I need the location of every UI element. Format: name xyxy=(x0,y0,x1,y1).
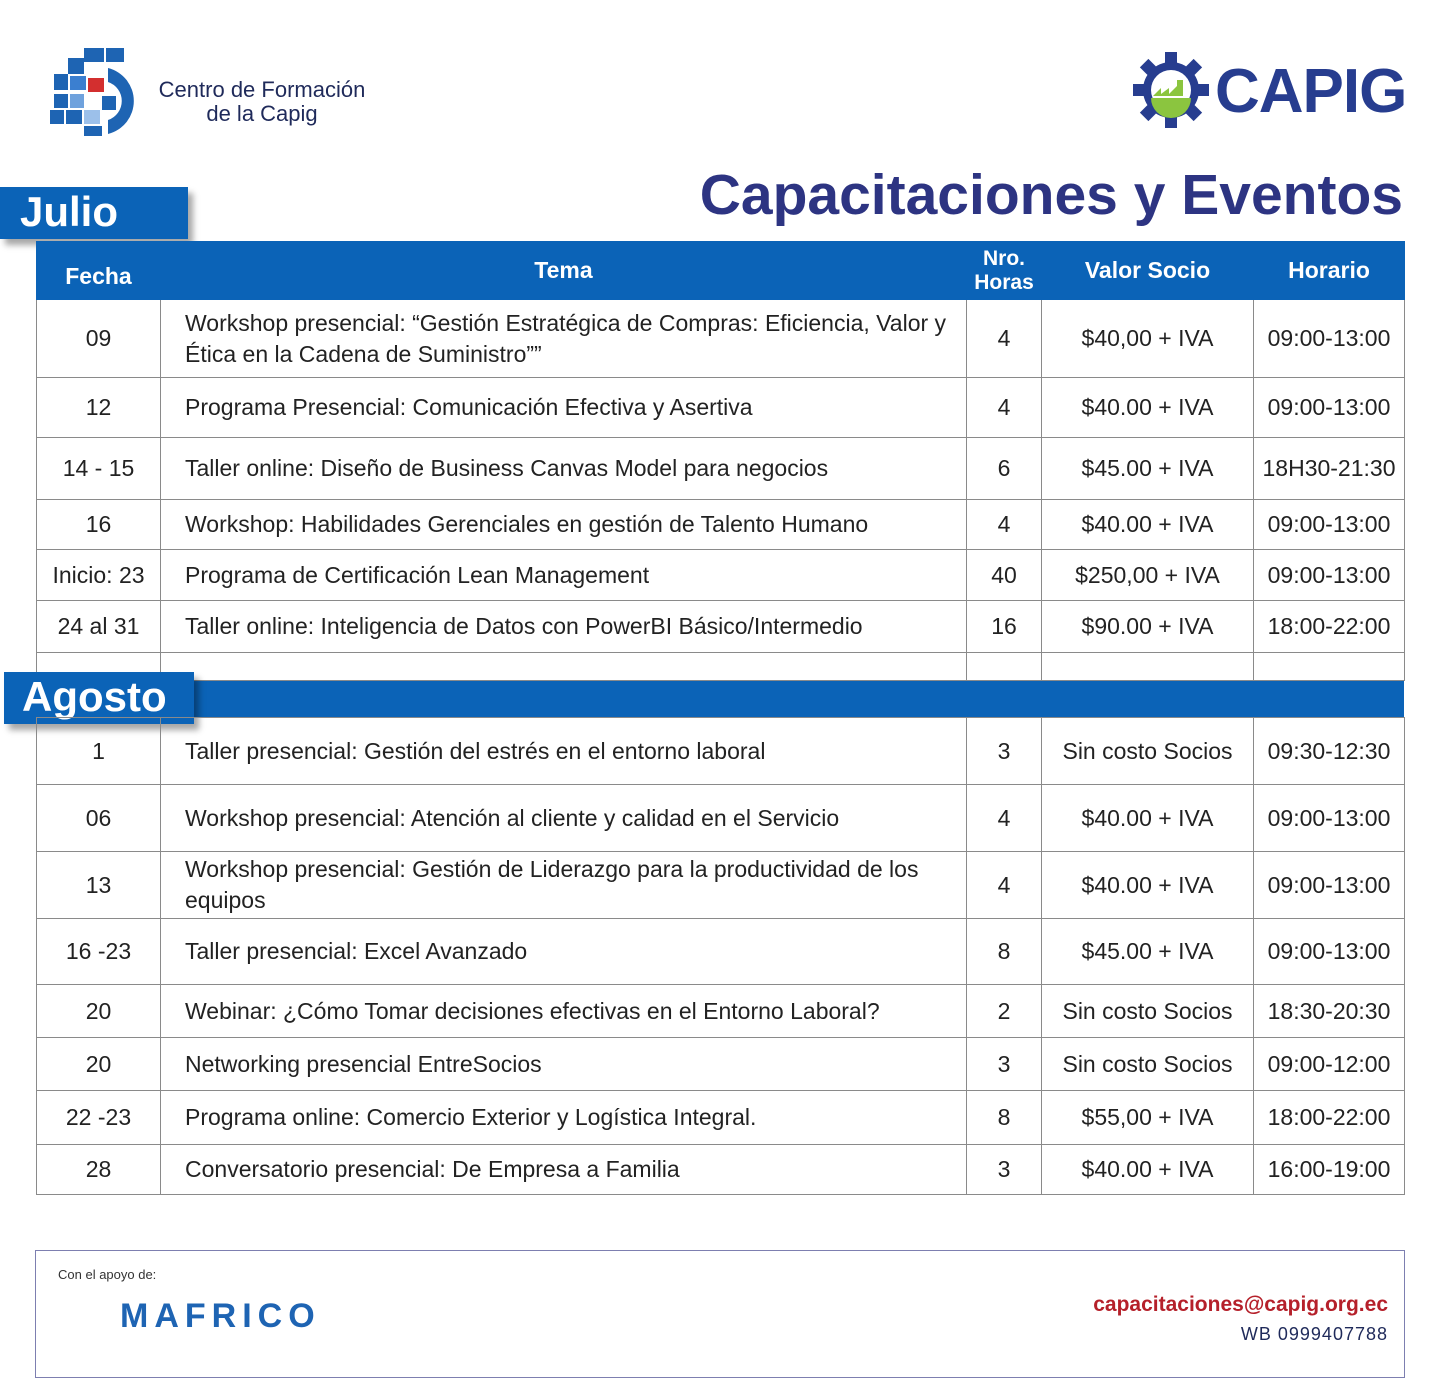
agosto-table xyxy=(36,717,1405,1195)
table-row xyxy=(37,1145,1405,1195)
cell-horas: 4 xyxy=(967,852,1042,919)
cell-empty xyxy=(1254,653,1405,681)
table-row xyxy=(37,1091,1405,1145)
cell-valor: Sin costo Socios xyxy=(1042,718,1254,785)
cell-fecha: 13 xyxy=(37,852,161,919)
table-row xyxy=(37,919,1405,985)
header-fecha: Fecha xyxy=(37,242,161,300)
table-row xyxy=(37,300,1405,378)
cell-tema: Taller presencial: Excel Avanzado xyxy=(161,919,967,985)
cell-horas: 8 xyxy=(967,1091,1042,1145)
cell-horas: 4 xyxy=(967,300,1042,378)
cell-horas: 6 xyxy=(967,438,1042,500)
cell-empty xyxy=(967,653,1042,681)
agosto-bar xyxy=(36,681,1404,717)
cell-tema: Networking presencial EntreSocios xyxy=(161,1038,967,1091)
contact-email[interactable]: capacitaciones@capig.org.ec xyxy=(1093,1293,1388,1316)
cell-horario: 18:00-22:00 xyxy=(1254,601,1405,653)
table-row xyxy=(37,985,1405,1038)
cell-valor: $40,00 + IVA xyxy=(1042,300,1254,378)
table-header-row xyxy=(37,242,1405,300)
cell-horario: 16:00-19:00 xyxy=(1254,1145,1405,1195)
logo-text-line2: de la Capig xyxy=(206,101,318,126)
cell-horario: 18H30-21:30 xyxy=(1254,438,1405,500)
cell-tema: Programa Presencial: Comunicación Efectiva y Asertiva xyxy=(161,378,967,438)
cell-valor: $40.00 + IVA xyxy=(1042,1145,1254,1195)
cell-tema: Taller online: Inteligencia de Datos con PowerBI Básico/Intermedio xyxy=(161,601,967,653)
cell-tema: Taller online: Diseño de Business Canvas Model para negocios xyxy=(161,438,967,500)
table-row xyxy=(37,438,1405,500)
cell-valor: $45.00 + IVA xyxy=(1042,919,1254,985)
cell-tema: Taller presencial: Gestión del estrés en el entorno laboral xyxy=(161,718,967,785)
table-row xyxy=(37,785,1405,852)
cell-horario: 09:00-13:00 xyxy=(1254,500,1405,550)
cell-horario: 09:00-13:00 xyxy=(1254,852,1405,919)
cell-fecha: 09 xyxy=(37,300,161,378)
table-row xyxy=(37,378,1405,438)
cell-fecha: 20 xyxy=(37,985,161,1038)
month-label-agosto: Agosto xyxy=(22,673,167,720)
cell-fecha: 24 al 31 xyxy=(37,601,161,653)
cell-valor: $250,00 + IVA xyxy=(1042,550,1254,601)
cell-fecha: 1 xyxy=(37,718,161,785)
cell-horas: 3 xyxy=(967,1145,1042,1195)
cell-horas: 4 xyxy=(967,500,1042,550)
table-row xyxy=(37,1038,1405,1091)
cell-horario: 09:00-13:00 xyxy=(1254,378,1405,438)
cell-valor: Sin costo Socios xyxy=(1042,1038,1254,1091)
gear-icon xyxy=(1133,52,1209,128)
cell-empty xyxy=(1042,653,1254,681)
cell-fecha: Inicio: 23 xyxy=(37,550,161,601)
centro-formacion-logo-icon xyxy=(50,48,138,136)
cell-horario: 09:00-13:00 xyxy=(1254,785,1405,852)
month-tab-julio xyxy=(0,187,188,239)
cell-horas: 8 xyxy=(967,919,1042,985)
cell-tema: Workshop presencial: Atención al cliente y calidad en el Servicio xyxy=(161,785,967,852)
table-row-empty xyxy=(37,653,1405,681)
cell-horario: 09:00-13:00 xyxy=(1254,550,1405,601)
cell-valor: Sin costo Socios xyxy=(1042,985,1254,1038)
cell-tema: Programa de Certificación Lean Management xyxy=(161,550,967,601)
cell-fecha: 20 xyxy=(37,1038,161,1091)
capig-logo xyxy=(1133,52,1407,132)
cell-horas: 3 xyxy=(967,718,1042,785)
cell-fecha: 16 -23 xyxy=(37,919,161,985)
table-row xyxy=(37,601,1405,653)
cell-horario: 09:30-12:30 xyxy=(1254,718,1405,785)
cell-fecha: 28 xyxy=(37,1145,161,1195)
cell-valor: $90.00 + IVA xyxy=(1042,601,1254,653)
cell-valor: $55,00 + IVA xyxy=(1042,1091,1254,1145)
cell-tema: Conversatorio presencial: De Empresa a Familia xyxy=(161,1145,967,1195)
cell-valor: $40.00 + IVA xyxy=(1042,852,1254,919)
page-title: Capacitaciones y Eventos xyxy=(699,163,1403,227)
apoyo-label: Con el apoyo de: xyxy=(58,1267,157,1282)
cell-horas: 40 xyxy=(967,550,1042,601)
cell-horario: 18:00-22:00 xyxy=(1254,1091,1405,1145)
cell-horario: 09:00-13:00 xyxy=(1254,919,1405,985)
footer-box xyxy=(35,1250,1405,1378)
cell-tema: Webinar: ¿Cómo Tomar decisiones efectivas en el Entorno Laboral? xyxy=(161,985,967,1038)
capig-brand: CAPIG xyxy=(1215,57,1407,126)
cell-fecha: 22 -23 xyxy=(37,1091,161,1145)
centro-formacion-logo xyxy=(50,48,390,138)
table-row xyxy=(37,500,1405,550)
cell-horario: 18:30-20:30 xyxy=(1254,985,1405,1038)
cell-valor: $40.00 + IVA xyxy=(1042,500,1254,550)
cell-tema: Workshop presencial: “Gestión Estratégica de Compras: Eficiencia, Valor y Ética en la Cadena de Suministro”” xyxy=(161,300,967,378)
header-horario: Horario xyxy=(1254,242,1405,300)
cell-fecha: 16 xyxy=(37,500,161,550)
logo-text-line1: Centro de Formación xyxy=(158,77,366,102)
cell-horario: 09:00-12:00 xyxy=(1254,1038,1405,1091)
cell-horas: 3 xyxy=(967,1038,1042,1091)
header-horas: Nro. Horas xyxy=(967,242,1042,300)
cell-empty xyxy=(161,653,967,681)
cell-horario: 09:00-13:00 xyxy=(1254,300,1405,378)
cell-horas: 2 xyxy=(967,985,1042,1038)
cell-tema: Programa online: Comercio Exterior y Logística Integral. xyxy=(161,1091,967,1145)
table-row xyxy=(37,852,1405,919)
month-label-julio: Julio xyxy=(20,188,119,235)
header-valor-socio: Valor Socio xyxy=(1042,242,1254,300)
mafrico-logo: MAFRICO xyxy=(120,1297,321,1335)
julio-table xyxy=(36,241,1405,681)
cell-fecha: 06 xyxy=(37,785,161,852)
cell-fecha: 14 - 15 xyxy=(37,438,161,500)
cell-horas: 4 xyxy=(967,785,1042,852)
table-row xyxy=(37,550,1405,601)
contact-phone: WB 0999407788 xyxy=(1240,1324,1388,1344)
table-row xyxy=(37,718,1405,785)
cell-tema: Workshop presencial: Gestión de Liderazgo para la productividad de los equipos xyxy=(161,852,967,919)
cell-valor: $45.00 + IVA xyxy=(1042,438,1254,500)
cell-tema: Workshop: Habilidades Gerenciales en gestión de Talento Humano xyxy=(161,500,967,550)
header-tema: Tema xyxy=(161,242,967,300)
cell-valor: $40.00 + IVA xyxy=(1042,785,1254,852)
cell-horas: 4 xyxy=(967,378,1042,438)
cell-horas: 16 xyxy=(967,601,1042,653)
cell-valor: $40.00 + IVA xyxy=(1042,378,1254,438)
cell-fecha: 12 xyxy=(37,378,161,438)
